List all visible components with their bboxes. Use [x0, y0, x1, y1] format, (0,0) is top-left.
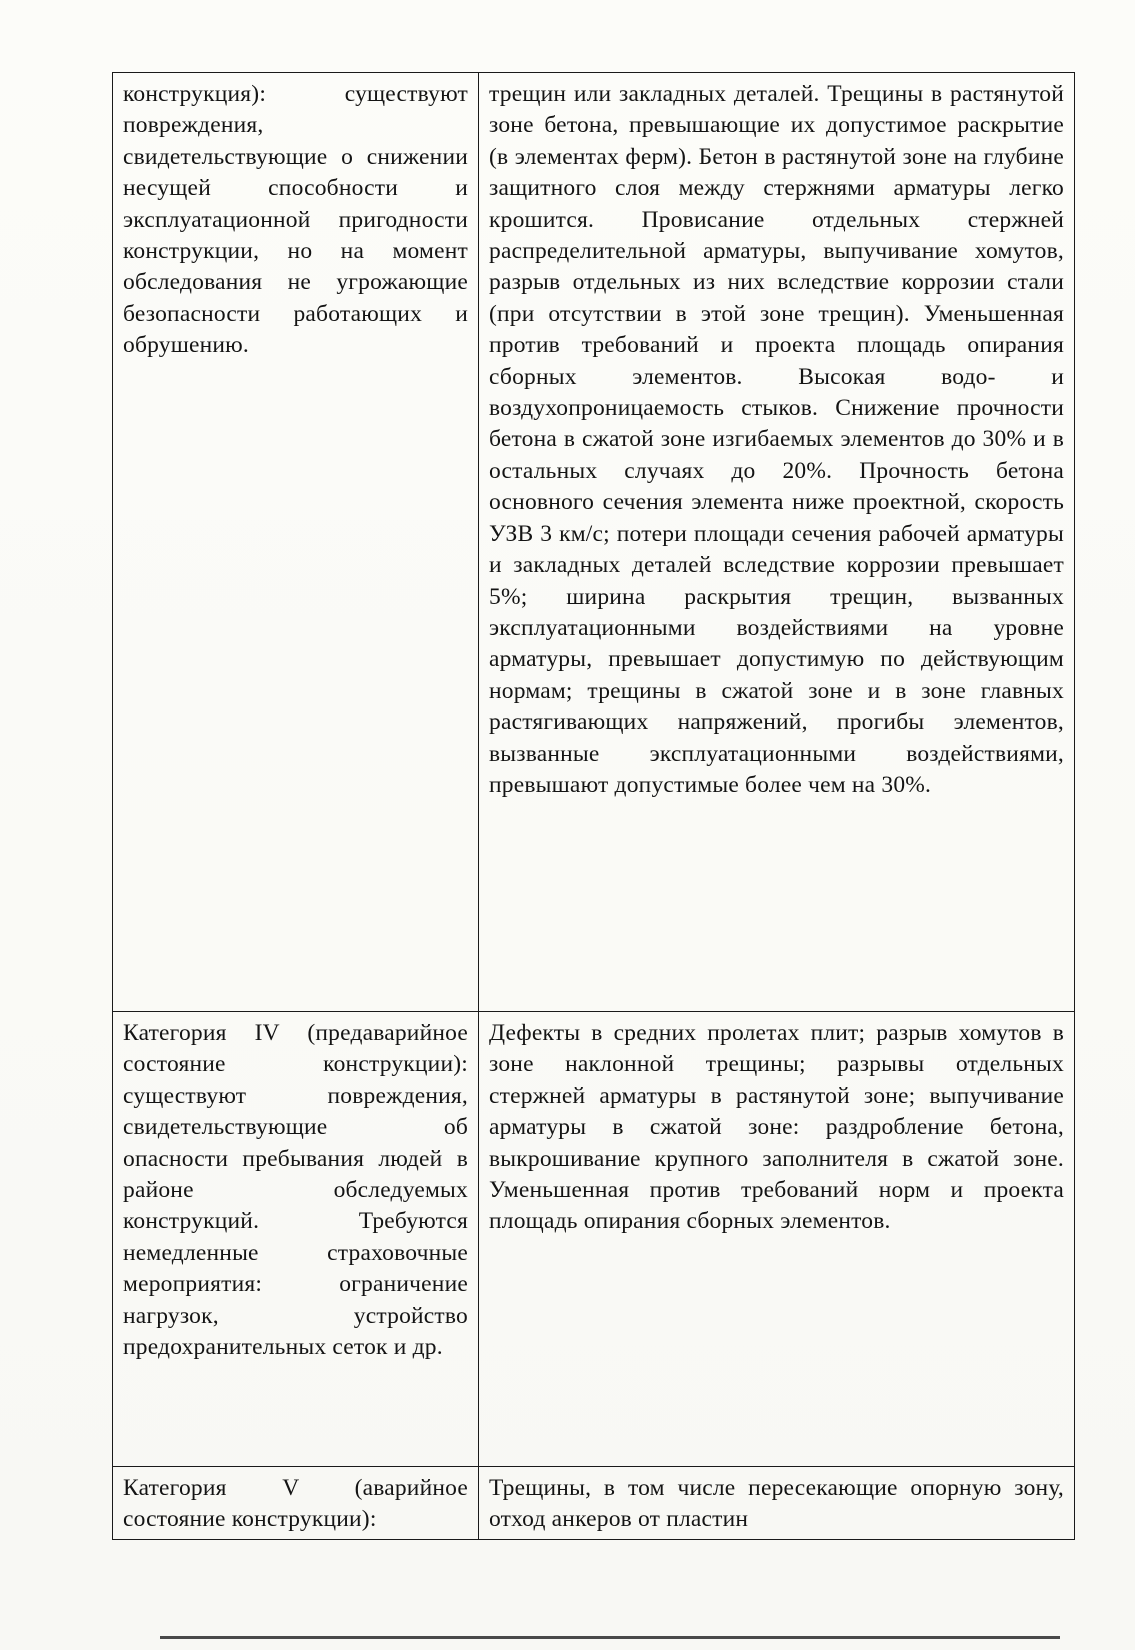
- category-description-text: Категория V (аварийное состояние конструкции):: [123, 1475, 475, 1533]
- defects-description-text: Дефекты в средних пролетах плит; разрыв хомутов в зоне наклонной трещины; разрывы отдельных стержней арматуры в растянутой зоне; выпучивание арматуры в сжатой зоне: раздробление бетона, выкрошивание крупного заполнителя в сжатой зоне. Уменьшенная против требований норм и проекта площадь опирания сборных элементов.: [489, 1020, 1071, 1235]
- defects-description-text: трещин или закладных деталей. Трещины в растянутой зоне бетона, превышающие их допустимое раскрытие (в элементах ферм). Бетон в растянутой зоне на глубине защитного слоя между стержнями арматуры легко крошится. Провисание отдельных стержней распределительной арматуры, выпучивание хомутов, разрыв отдельных из них вследствие коррозии стали (при отсутствии в этой зоне трещин). Уменьшенная против требований и проекта площадь опирания сборных элементов. Высокая водо- и воздухопроницаемость стыков. Снижение прочности бетона в сжатой зоне изгибаемых элементов до 30% и в остальных случаях до 20%. Прочность бетона основного сечения элемента ниже проектной, скорость УЗВ 3 км/с; потери площади сечения рабочей арматуры и закладных деталей вследствие коррозии превышает 5%; ширина раскрытия трещин, вызванных эксплуатационными воздействиями на уровне арматуры, превышает допустимую по действующим нормам; трещины в сжатой зоне и в зоне главных растягивающих напряжений, прогибы элементов, вызванные эксплуатационными воздействиями, превышают допустимые более чем на 30%.: [489, 81, 1071, 798]
- category-description-cell: [113, 1012, 479, 1467]
- table-row: [113, 73, 1075, 1012]
- category-description-text: конструкция): существуют повреждения, свидетельствующие о снижении несущей способности и эксплуатационной пригодности конструкции, но на момент обследования не угрожающие безопасности работающих и обрушению.: [123, 81, 475, 359]
- defects-description-cell: [479, 1012, 1075, 1467]
- category-description-cell: [113, 73, 479, 1012]
- scan-edge-line: [160, 1636, 1060, 1639]
- defects-description-cell: [479, 1467, 1075, 1540]
- condition-category-table: [112, 72, 1075, 1540]
- category-description-text: Категория IV (предаварийное состояние конструкции): существуют повреждения, свидетельствующие об опасности пребывания людей в районе обследуемых конструкций. Требуются немедленные страховочные мероприятия: ограничение нагрузок, устройство предохранительных сеток и др.: [123, 1020, 475, 1361]
- defects-description-cell: [479, 73, 1075, 1012]
- table-row: [113, 1012, 1075, 1467]
- defects-description-text: Трещины, в том числе пересекающие опорную зону, отход анкеров от пластин: [489, 1475, 1071, 1533]
- table-row: [113, 1467, 1075, 1540]
- category-description-cell: [113, 1467, 479, 1540]
